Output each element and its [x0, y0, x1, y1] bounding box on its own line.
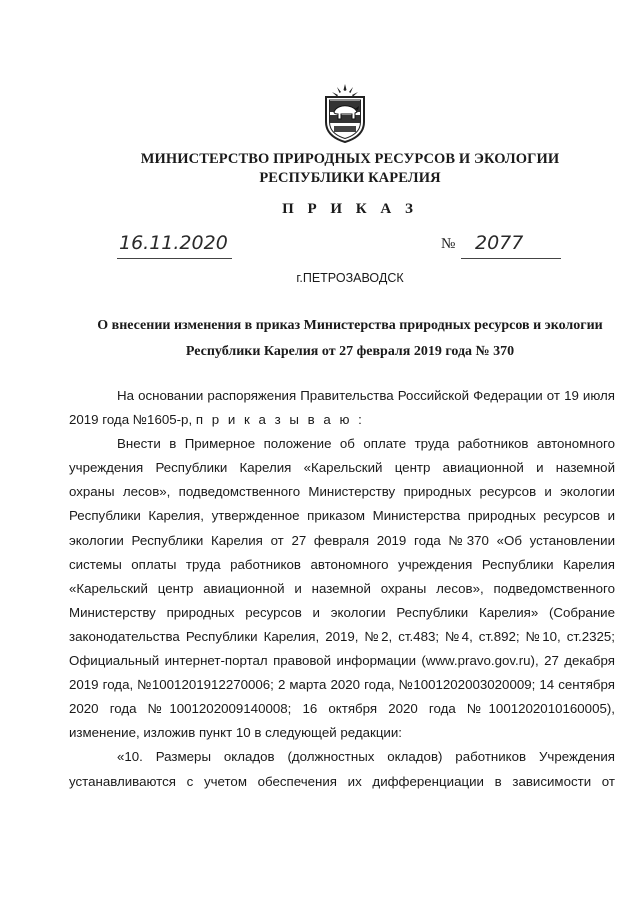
body-line: Внести в Примерное положение об оплате труда работников автономного — [117, 436, 615, 452]
body-line: Министерству природных ресурсов и экологии Республики Карелия» (Собрание — [69, 604, 615, 620]
body-line: устанавливаются с учетом обеспечения их дифференциации в зависимости от — [69, 773, 615, 789]
order-subject — [60, 313, 640, 365]
order-title: П Р И К А З — [282, 201, 418, 217]
body-line: «10. Размеры окладов (должностных окладов) работников Учреждения — [117, 749, 615, 765]
body-line: системы оплаты труда работников автономного учреждения Республики Карелия — [69, 556, 615, 572]
body-line: учреждения Республики Карелия «Карельский центр авиационной и наземной — [69, 460, 615, 476]
body-line — [69, 408, 615, 432]
order-number-handwritten: 2077 — [475, 232, 524, 254]
ministry-name-line1: МИНИСТЕРСТВО ПРИРОДНЫХ РЕСУРСОВ И ЭКОЛОГИИ — [140, 151, 560, 167]
order-word: п р и к а з ы в а ю : — [195, 412, 365, 428]
order-number-label: № — [441, 236, 456, 252]
body-line: 2019 года, №1001201912270006; 2 марта 2020 года, №1001202003020009; 14 сентября — [69, 677, 615, 693]
order-date-handwritten: 16.11.2020 — [119, 232, 228, 254]
body-line: На основании распоряжения Правительства Российской Федерации от 19 июля — [117, 388, 615, 403]
body-line: экологии Республики Карелия от 27 февраля 2019 года №370 «Об установлении — [69, 532, 615, 548]
ministry-name — [60, 150, 640, 188]
body-line: Официальный интернет-портал правовой информации (www.pravo.gov.ru), 27 декабря — [69, 653, 615, 669]
body-line: Республики Карелия, утвержденное приказом Министерства природных ресурсов и — [69, 508, 615, 524]
body-line-text: 2019 года №1605-р, — [69, 412, 193, 428]
subject-line1: О внесении изменения в приказ Министерства природных ресурсов и экологии — [97, 318, 603, 333]
ministry-name-line2: РЕСПУБЛИКИ КАРЕЛИЯ — [259, 170, 441, 186]
body-line: «Карельский центр авиационной и наземной охраны лесов», подведомственного — [69, 580, 615, 596]
subject-line2: Республики Карелия от 27 февраля 2019 года № 370 — [185, 344, 515, 359]
order-date-field — [117, 230, 232, 259]
coat-of-arms-of-karelia-emblem — [322, 82, 368, 144]
coat-of-arms-icon — [322, 82, 368, 144]
body-line: законодательства Республики Карелия, 2019, №2, ст.483; №4, ст.892; №10, ст.2325; — [69, 628, 615, 644]
order-body — [69, 384, 615, 794]
city-name: г.ПЕТРОЗАВОДСК — [296, 271, 404, 285]
body-line: охраны лесов», подведомственного Министерству природных ресурсов и экологии — [69, 484, 615, 500]
body-line: 2020 года №1001202009140008; 16 октября 2020 года №1001202010160005), — [69, 701, 615, 717]
body-line: изменение, изложив пункт 10 в следующей редакции: — [69, 725, 402, 741]
order-number-field — [461, 230, 561, 259]
